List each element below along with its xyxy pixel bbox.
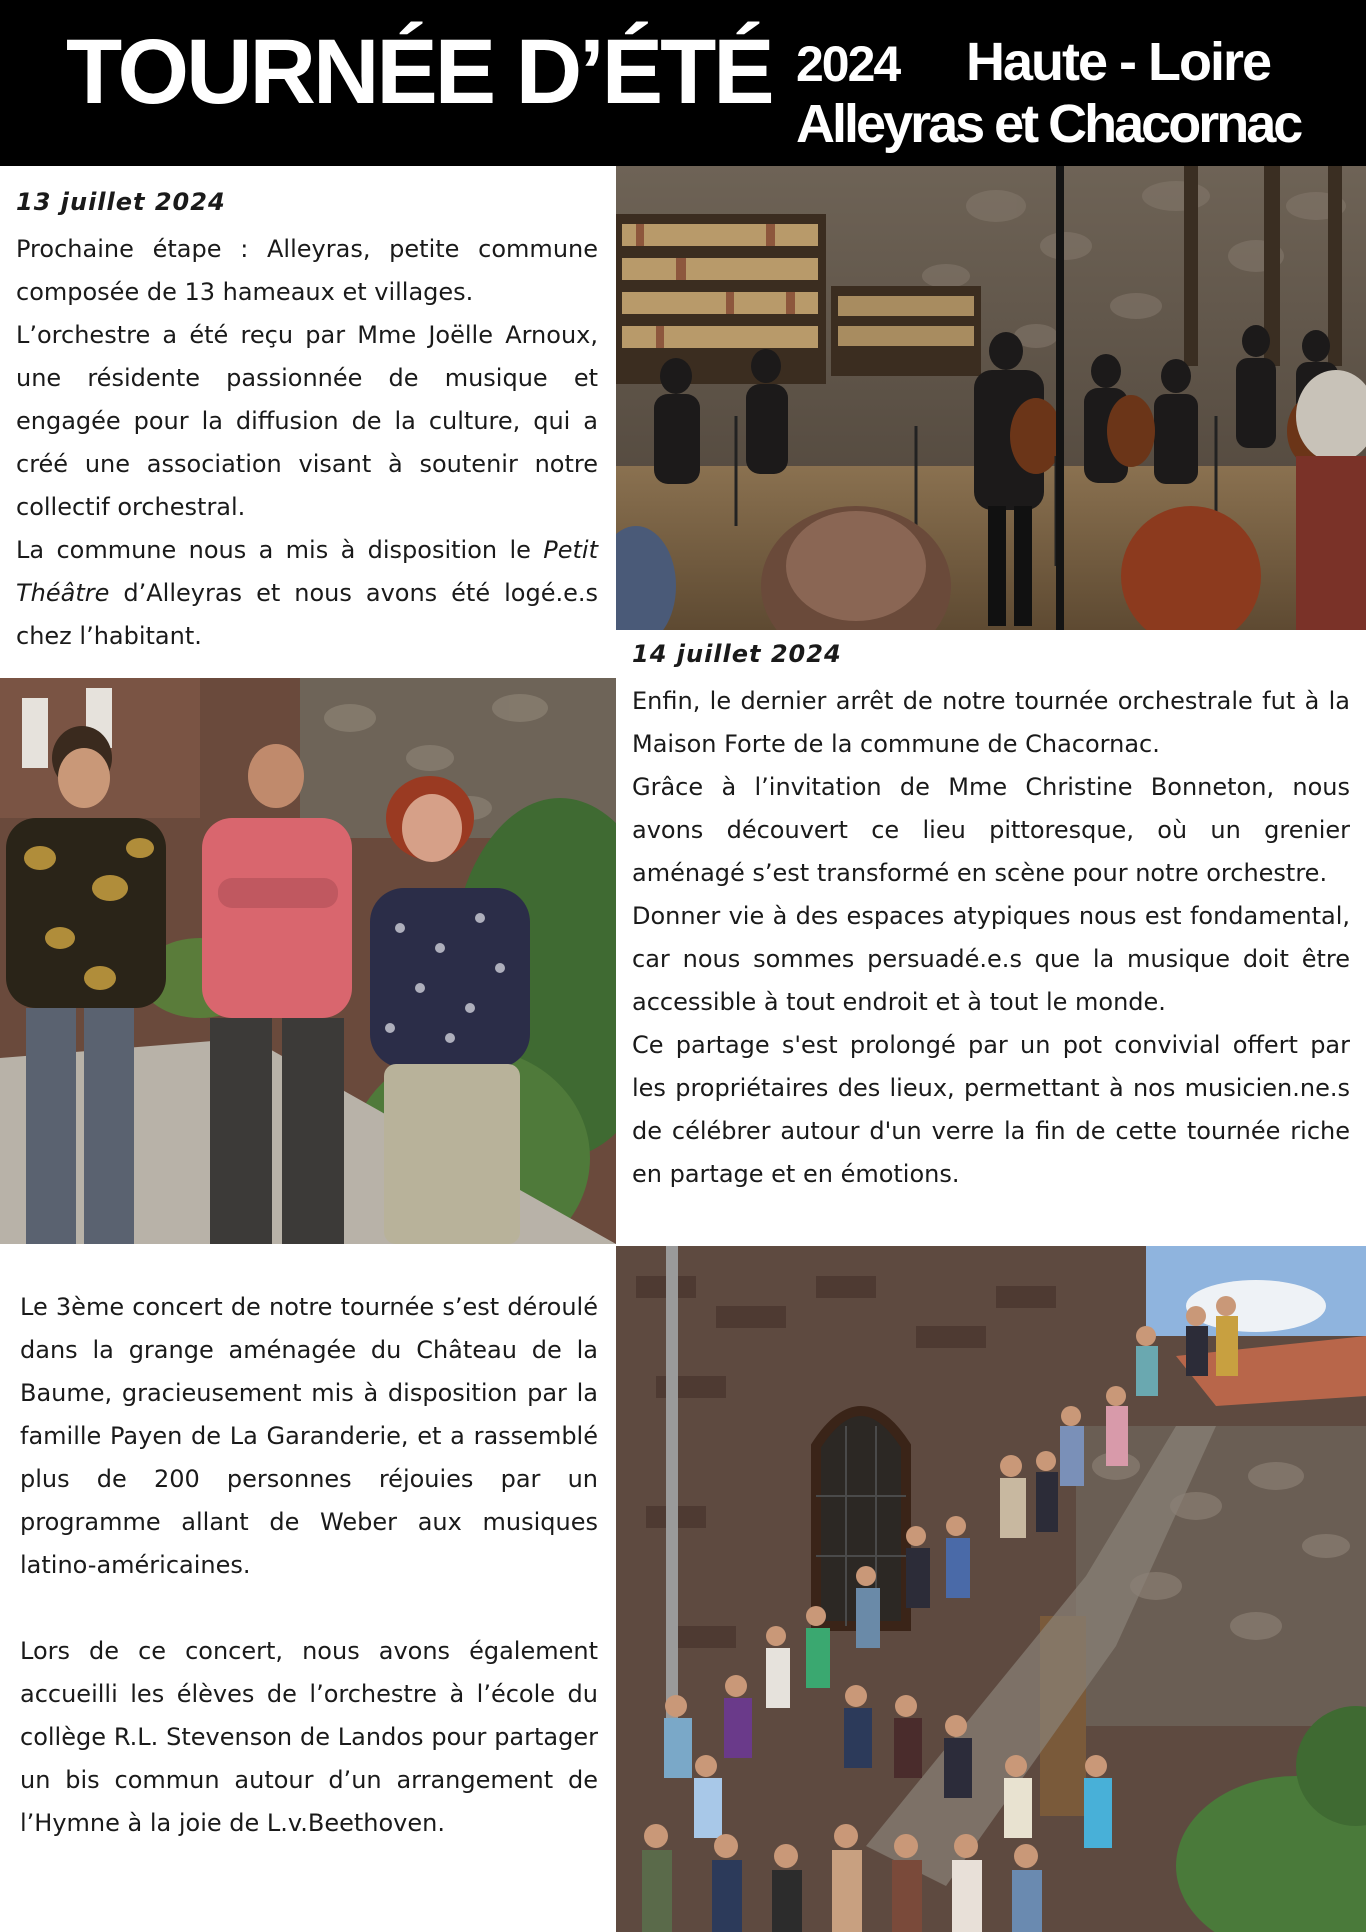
header-banner [0, 0, 1366, 166]
section-chacornac [632, 638, 1350, 1196]
title-towns: Alleyras et Chacornac [796, 94, 1301, 154]
section-baume [20, 1286, 598, 1845]
paragraph: Enfin, le dernier arrêt de notre tournée orchestrale fut à la Maison Forte de la commune de Chacornac. [632, 687, 1350, 758]
paragraph: Ce partage s'est prolongé par un pot convivial offert par les propriétaires des lieux, permettant à nos musicien.ne.s de célébrer autour d'un verre la fin de cette tournée riche en partage et en émotions. [632, 1031, 1350, 1188]
paragraph: Lors de ce concert, nous avons également accueilli les élèves de l’orchestre à l’école du collège R.L. Stevenson de Landos pour partager un bis commun autour d’un arrangement de l’Hymne à la joie de L.v.Beethoven. [20, 1637, 598, 1837]
paragraph: Le 3ème concert de notre tournée s’est déroulé dans la grange aménagée du Château de la Baume, gracieusement mis à disposition par la famille Payen de La Garanderie, et a rassemblé plus de 200 personnes réjouies par un programme allant de Weber aux musiques latino-américaines. [20, 1293, 598, 1579]
date-14-juillet: 14 juillet 2024 [632, 640, 842, 668]
paragraph: Grâce à l’invitation de Mme Christine Bonneton, nous avons découvert ce lieu pittoresque, où un grenier aménagé s’est transformé en scène pour notre orchestre. [632, 773, 1350, 887]
paragraph: La commune nous a mis à disposition le Petit Théâtre d’Alleyras et nous avons été logé.e.s chez l’habitant. [16, 536, 598, 650]
paragraph: L’orchestre a été reçu par Mme Joëlle Arnoux, une résidente passionnée de musique et engagée pour la diffusion de la culture, qui a créé une association visant à soutenir notre collectif orchestral. [16, 321, 598, 521]
paragraph: Prochaine étape : Alleyras, petite commune composée de 13 hameaux et villages. [16, 235, 598, 306]
paragraph: Donner vie à des espaces atypiques nous est fondamental, car nous sommes persuadé.e.s que la musique doit être accessible à tout endroit et à tout le monde. [632, 902, 1350, 1016]
title-year: 2024 [796, 36, 900, 92]
page-title: TOURNÉE D’ÉTÉ [66, 21, 772, 123]
petit-theatre-italic: Petit Théâtre [16, 536, 598, 607]
photo-orchestra-concert [616, 166, 1366, 630]
photo-three-hosts [0, 678, 616, 1244]
section-alleyras [16, 186, 598, 658]
title-region: Haute - Loire [966, 32, 1271, 92]
photo-group-on-stairs [616, 1246, 1366, 1932]
date-13-juillet: 13 juillet 2024 [16, 188, 226, 216]
